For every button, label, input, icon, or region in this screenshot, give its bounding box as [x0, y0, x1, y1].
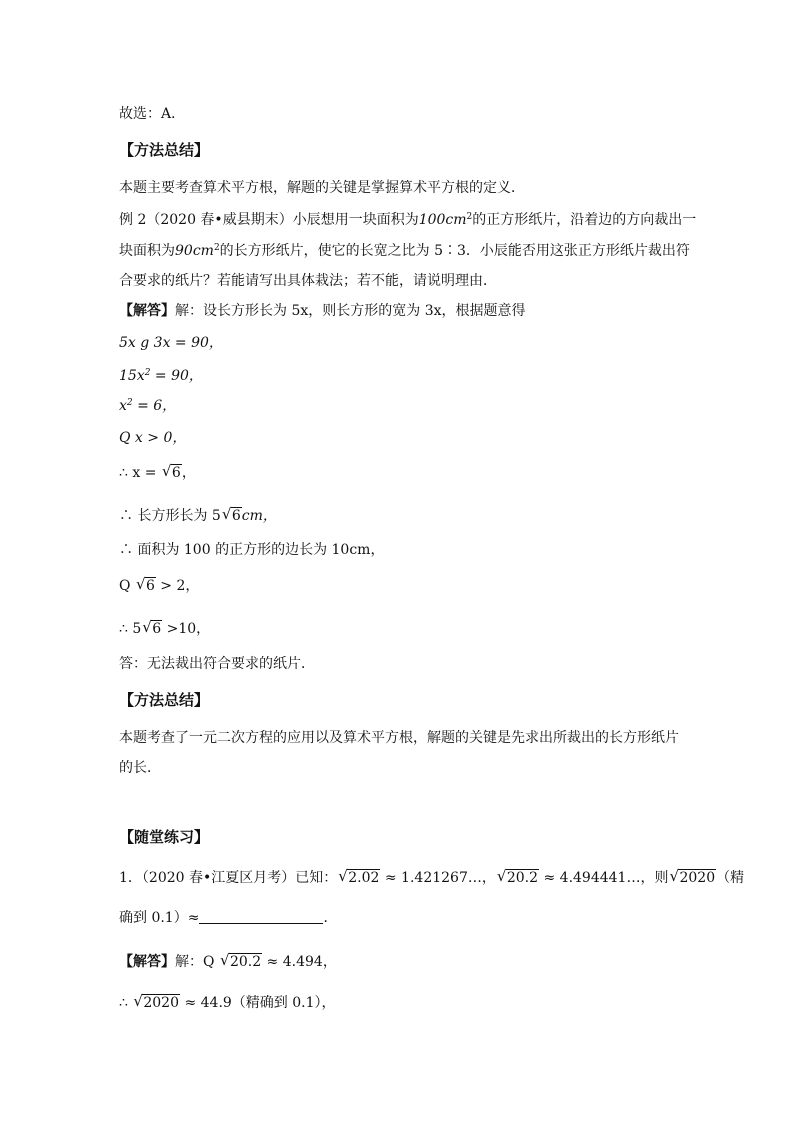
text-segment: 15x — [119, 368, 145, 384]
exponent: 2 — [466, 212, 473, 222]
math-step: Q x > 0， — [119, 430, 187, 446]
radicand: 2020 — [679, 870, 716, 886]
text-segment: ≈ 1.421267…， — [380, 870, 496, 886]
text-segment: Q — [119, 578, 135, 594]
text-segment: ≈ 4.494441…，则 — [539, 870, 669, 886]
radicand: 20.2 — [229, 954, 262, 970]
math-step: 5x g 3x = 90， — [119, 335, 223, 351]
math-area: 100cm — [418, 212, 467, 228]
radicand: 6 — [152, 621, 162, 637]
example-line — [119, 241, 690, 261]
text-segment: 块面积为 — [119, 243, 175, 259]
sqrt-symbol — [222, 506, 242, 526]
text-line: 故选：A． — [119, 106, 186, 122]
math-step — [119, 366, 203, 386]
question-line — [119, 908, 337, 928]
answer-tag: 【解答】 — [119, 303, 175, 319]
text-segment: ∴ 5 — [119, 621, 142, 637]
text-segment: = 6， — [132, 398, 177, 414]
math-step — [119, 506, 277, 526]
text-line: 答：无法裁出符合要求的纸片． — [119, 656, 315, 672]
text-segment: = 90， — [150, 368, 203, 384]
radicand: 6 — [171, 465, 181, 481]
text-segment: 1．（2020 春•江夏区月考）已知： — [119, 870, 338, 886]
sqrt-symbol — [669, 868, 716, 888]
text-segment: ， — [181, 465, 196, 481]
sqrt-symbol — [133, 993, 180, 1013]
answer-line — [119, 952, 337, 972]
text-segment: 例 2（2020 春•威县期末）小辰想用一块面积为 — [119, 212, 419, 228]
radicand: 20.2 — [506, 870, 539, 886]
text-segment: 的长方形纸片，使它的长宽之比为 5∶3．小辰能否用这张正方形纸片裁出符 — [219, 243, 690, 259]
math-step — [119, 396, 176, 416]
radicand: 6 — [145, 578, 155, 594]
section-heading: 【方法总结】 — [119, 691, 210, 709]
sqrt-symbol — [497, 868, 539, 888]
text-segment: ∴ — [119, 995, 133, 1011]
text-segment: ≈ 4.494， — [262, 954, 337, 970]
math-step — [119, 619, 210, 639]
text-segment: ≈ 44.9（精确到 0.1）， — [180, 995, 336, 1011]
radicand: 2020 — [143, 995, 179, 1011]
text-segment: 确到 0.1）≈ — [119, 910, 200, 926]
text-segment: >10， — [162, 621, 211, 637]
math-step — [119, 463, 196, 483]
section-heading: 【随堂练习】 — [119, 828, 210, 846]
sqrt-symbol — [338, 868, 380, 888]
text-segment: ∴ x = — [119, 465, 161, 481]
math-step — [119, 576, 199, 596]
text-segment: ∴ 长方形长为 5 — [119, 508, 221, 524]
text-segment: （精 — [716, 870, 745, 886]
text-line: 本题考查了一元二次方程的应用以及算术平方根，解题的关键是先求出所裁出的长方形纸片 — [119, 730, 679, 746]
math-step: ∴ 面积为 100 的正方形的边长为 10cm， — [119, 542, 385, 558]
text-line: 的长． — [119, 760, 161, 776]
text-segment: 的正方形纸片，沿着边的方向裁出一 — [472, 212, 697, 228]
text-segment: > 2， — [155, 578, 200, 594]
exponent: 2 — [126, 398, 133, 408]
answer-line — [119, 993, 336, 1013]
radicand: 2.02 — [348, 870, 380, 886]
sqrt-symbol — [142, 619, 162, 639]
example-line: 合要求的纸片？若能请写出具体栽法；若不能，请说明理由． — [119, 273, 497, 289]
radicand: 6 — [231, 508, 241, 524]
text-line: 本题主要考查算术平方根，解题的关键是掌握算术平方根的定义． — [119, 180, 525, 196]
answer-tag: 【解答】 — [119, 954, 175, 970]
sqrt-symbol — [162, 463, 182, 483]
exponent: 2 — [144, 368, 151, 378]
example-line — [119, 210, 696, 230]
sqrt-symbol — [220, 952, 262, 972]
math-area: 90cm — [175, 243, 214, 259]
question-line — [119, 868, 744, 888]
exponent: 2 — [213, 243, 220, 253]
text-segment: ． — [323, 910, 338, 926]
text-segment: x — [119, 398, 127, 414]
answer-blank — [199, 909, 323, 924]
sqrt-symbol — [136, 576, 156, 596]
text-segment: 解：Q — [175, 954, 219, 970]
answer-line — [119, 301, 526, 321]
text-segment: 解：设长方形长为 5x，则长方形的宽为 3x，根据题意得 — [175, 303, 526, 319]
text-segment: cm， — [241, 508, 277, 524]
section-heading: 【方法总结】 — [119, 141, 210, 159]
